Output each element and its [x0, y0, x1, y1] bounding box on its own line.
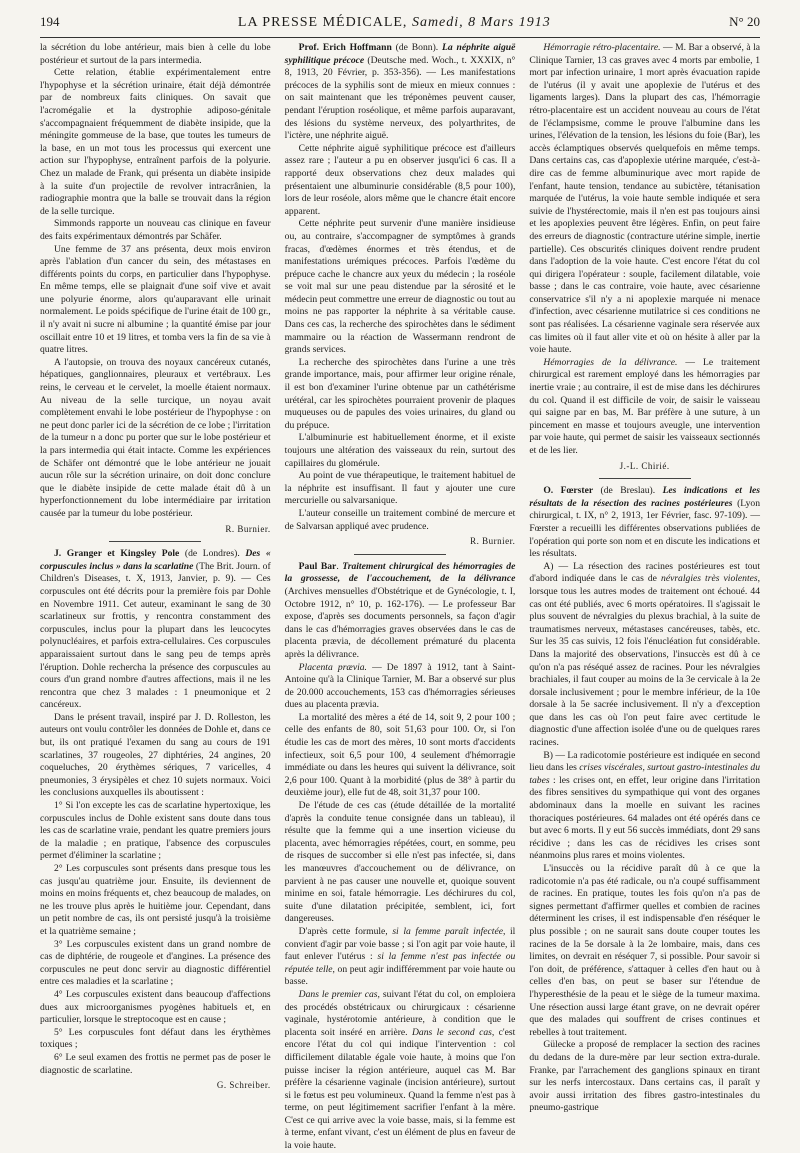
paragraph: De l'étude de ces cas (étude détaillée de la mortalité d'après la conduite tenue consignée dans un tableau), il résulte que la femme qui a une insertion vicieuse du placenta, avec hémorragies répétées, court, en somme, peu de risques de succomber si elle n'est pas infectée, si, dans les manœuvres d'accouchement ou de délivrance, on parvient à ne pas causer une nouvelle et, quoique souvent minime en soi, fatale hémorragie. Les déchirures du col, suite d'une dilatation précipitée, semblent, ici, fort dangereuses.	[284, 800, 516, 925]
article-intro	[285, 561, 516, 662]
article-title: La néphrite aiguë syphilitique précoce	[284, 42, 516, 66]
paragraph	[529, 357, 760, 458]
signature: J.-L. Chirié.	[619, 460, 670, 471]
paragraph	[529, 750, 760, 863]
article-reference: (Deutsche med. Woch., t. XXXIX, n° 8, 1913, 20 Février, p. 353-356). — Les manifestations précoces de la syphilis sont de mieux en mieux connues : on sait maintenant que les tréponèmes peuvent causer, pendant l'éruption roséolique, et même parfois auparavant, des lésions du système nerveux, des polyarthrites, de l'ictère, une néphrite aiguë.	[284, 54, 516, 142]
divider	[354, 554, 446, 555]
list-item: 5° Les corpuscules font défaut dans les érythèmes toxiques ;	[40, 1026, 271, 1051]
paragraph: Au point de vue thérapeutique, le traitement habituel de la néphrite est insuffisant. Il faut y ajouter une cure mercurielle ou salvarsanique.	[284, 470, 516, 507]
list-item: 1° Si l'on excepte les cas de scarlatine hypertoxique, les corpuscules inclus de Dohle existent sans doute dans tous les cas de scarlatine vraie, pendant les quatre premiers jours de la maladie ; en pratique, l'absence des corpuscules permet d'éliminer la scarlatine ;	[40, 800, 271, 862]
emphasis: si la femme paraît infectée	[392, 925, 503, 937]
paragraph: Cette néphrite peut survenir d'une manière insidieuse ou, au contraire, s'accompagner de symptômes à grands fracas, d'œdèmes énormes et très étendus, et de manifestations urémiques précoces. Parfois l'œdème du prépuce cache le chancre aux yeux du médecin ; la roséole se voit mal sur une peau distendue par la sérosité et le médecin peut commettre une erreur de diagnostic ou tout au moins ne pas rapporter la néphrite à sa véritable cause. Dans ces cas, la recherche des spirochètes dans le sédiment mammaire ou la réaction de Wassermann rendront de grands services.	[284, 218, 516, 356]
paragraph-text: — Le traitement chirurgical est rarement employé dans les hémorragies par inertie vraie ; au contraire, il est de mise dans les déchirures du col. Quand il est difficile de voir, de saisir le vaisseau qui saigne par en bas, M. Bar préfère à une suture, à un pincement en masse et toujours aveugle, une intervention par voie haute, qui permet de saisir les vaisseaux sectionnés et de les lier.	[529, 356, 761, 456]
paragraph: Cette néphrite aiguë syphilitique précoce est d'ailleurs assez rare ; l'auteur a pu en observer jusqu'ici 6 cas. Il a rapporté deux observations chez deux malades qui présentaient une albuminurie considérable (8,5 pour 100), lors de leur roséole, alors même que le chancre était encore apparent.	[284, 142, 516, 217]
text: , suivant l'état du col, on emploiera des procédés obstétricaux ou chirurgicaux : césarienne vaginale, hystérotomie antérieure, à condition que le placenta soit inséré en arrière.	[284, 988, 516, 1038]
paragraph: Cette relation, établie expérimentalement entre l'hypophyse et la sécrétion urinaire, était déjà démontrée par de nombreux faits cliniques. On savait que l'acromégalie et la dystrophie adiposo-génitale s'accompagnaient fréquemment de diabète insipide, que la méningite gommeuse de la base, que toutes les tumeurs de la base, en un mot tous les processus qui exercent une action sur l'hypophyse, entraînent parfois de la polyurie. Chez un malade de Frank, qui présenta un diabète insipide à la suite d'un projectile de revolver intracrânien, la radiographie montra que la balle se trouvait dans la région de la selle turcique.	[40, 67, 271, 217]
conclusions-list	[40, 800, 271, 1077]
paragraph	[285, 926, 516, 989]
page-header	[40, 14, 760, 36]
article-author: O. Fœrster	[543, 485, 594, 497]
journal-name: LA PRESSE MÉDICALE,	[237, 15, 408, 30]
paragraph: Gülecke a proposé de remplacer la section des racines du dedans de la dure-mère par leur section extra-durale. Franke, par l'arrachement des ganglions spinaux en tirant sur les nerfs intercostaux. Dans certains cas, il paraît y avoir aussi irritation des fibres gastro-intestinales du pneumo-gastrique	[529, 1039, 761, 1114]
column-2	[284, 42, 516, 1152]
divider	[599, 478, 691, 479]
article-separator: .	[336, 560, 343, 572]
header-rule	[40, 37, 760, 38]
article-title: Les indications et les résultats de la résection des racines postérieures	[529, 485, 760, 509]
paragraph	[529, 42, 760, 357]
emphasis: Dans le second cas	[411, 1026, 492, 1038]
article-location: (de Londres).	[179, 548, 246, 560]
text: , il convient d'agir par voie basse ; si l'on agit par voie haute, il faut enlever l'utérus :	[284, 925, 516, 963]
article-reference: (Lyon chirurgical, t. IX, n° 2, 1913, 1er Février, fasc. 97-109). — Fœrster a recueilli les différentes observations publiées de l'opération qui porte son nom et en discute les indications et les résultats.	[529, 497, 761, 560]
paragraph: La mortalité des mères a été de 14, soit 9, 2 pour 100 ; celle des enfants de 80, soit 51,63 pour 100. Or, si l'on étudie les cas de mort des mères, 10 sont morts d'accidents infectieux, soit 6,5 pour 100, 4 seulement d'hémorragie immédiate ou dans les heures qui suivent la délivrance, soit 2,6 pour 100. Quant à la morbidité (plus de 38° à partir du deuxième jour), elle fut de 48, soit 31,37 pour 100.	[284, 711, 516, 799]
article-title: Des « corpuscules inclus » dans la scarlatine	[40, 548, 271, 572]
section-title: Hémorragie rétro-placentaire.	[543, 42, 661, 53]
paragraph	[285, 662, 516, 712]
paragraph: A l'autopsie, on trouva des noyaux cancéreux cutanés, hépatiques, ganglionnaires, pleuraux et vertébraux. Les reins, le cerveau et le cervelet, la moelle étaient normaux. Au niveau de la selle turcique, un noyau avait complètement envahi le lobe postérieur de l'hypophyse : on ne peut donc parler ici de la sécrétion de ce lobe ; l'irritation de la tumeur n a donc pu porter que sur le lobe postérieur et la pars intermedia qui était intacte. Comme les expériences de Schäfer ont démontré que le lobe antérieur ne jouait aucun rôle sur la sécrétion urinaire, on doit donc conclure que le diabète insipide de cette malade était dû à un hyperfonctionnement du lobe intermédiaire par irritation causée par la tumeur du lobe postérieur.	[40, 356, 271, 519]
issue-number: N° 20	[729, 14, 760, 29]
list-item: 6° Le seul examen des frottis ne permet pas de poser le diagnostic de scarlatine.	[40, 1051, 271, 1076]
issue-date: Samedi, 8 Mars 1913	[411, 15, 551, 30]
paragraph: la sécrétion du lobe antérieur, mais bien à celle du lobe postérieur et surtout de la pars intermedia.	[40, 42, 271, 66]
emphasis: si la femme n'est pas infectée ou réputée telle	[284, 951, 516, 975]
text: D'après cette formule,	[298, 925, 393, 937]
article-reference: (Archives mensuelles d'Obstétrique et de Gynécologie, t. I, Octobre 1912, n° 10, p. 162-176). — Le professeur Bar expose, d'après ses documents personnels, sa façon d'agir dans le cas d'hémorragies graves observées dans le cas de placenta prævia, de décollement prématuré du placenta après la délivrance.	[284, 585, 516, 660]
signature: R. Burnier.	[225, 523, 271, 534]
article-reference: (The Brit. Journ. of Children's Diseases, t. X, 1913, Janvier, p. 9). — Ces corpuscules ont été décrits pour la première fois par Dohle en Novembre 1911. Cet auteur, examinant le sang de 30 scarlatineux sur frottis, y rencontra constamment des corpuscules, inclus pour la plupart dans les leucocytes polynucléaires, et parfois extra-cellulaires. Ces corpuscules apparaissaient surtout dans le sang peu de temps après l'éruption. Dohle rechercha la présence des corpuscules au cours d'un grand nombre d'autres affections, mais il ne les rencontra que chez 3 malades : 1 pneumonique et 2 cancéreux.	[40, 560, 271, 711]
signature: R. Burnier.	[470, 536, 516, 547]
list-item: 2° Les corpuscules sont présents dans presque tous les cas jusqu'au quatrième jour. Ensuite, ils deviennent de moins en moins fréquents et, chez beaucoup de malades, on ne les trouve plus après le huitième jour. Cependant, dans un petit nombre de cas, ils ont persisté jusqu'à la troisième et la quatrième semaine ;	[40, 863, 271, 937]
emphasis: crises viscérales, surtout gastro-intestinales du tabes	[529, 762, 761, 786]
section-title: Hémorragies de la délivrance.	[543, 356, 678, 368]
article-intro	[285, 42, 516, 143]
article-intro	[529, 485, 760, 561]
emphasis: Dans le premier cas	[298, 988, 378, 1000]
list-item: 4° Les corpuscules existent dans beaucoup d'affections dues aux microorganismes pyogènes habituels et, en particulier, lorsque le streptocoque est en cause ;	[40, 988, 271, 1026]
column-3	[529, 42, 761, 1114]
text: , c'est encore l'état du col qui indique l'intervention : col difficilement dilatable égale voie haute, à moins que l'on puisse inciser la région antérieure, auquel cas M. Bar préfère la césarienne vaginale (incision antérieure), surtout si le fœtus est peu volumineux. Quand la femme n'est pas à terme, on peut légitimement sacrifier l'enfant à la mère. C'est ce qui arrive avec la voie basse, mais, si la femme est à terme, enfant vivant, c'est un élément de plus en faveur de la voie haute.	[284, 1026, 516, 1152]
text: , on peut agir indifféremment par voie haute ou basse.	[284, 963, 516, 988]
section-title: Placenta prævia.	[298, 661, 367, 673]
article-author: Paul Bar	[298, 560, 337, 572]
paragraph	[285, 989, 516, 1153]
paragraph: L'auteur conseille un traitement combiné de mercure et de Salvarsan appliqué avec prudence.	[284, 507, 516, 532]
paragraph-text: — M. Bar a observé, à la Clinique Tarnier, 13 cas graves avec 4 morts par embolie, 1 mort par infection urinaire, 1 mort après évacuation rapide de l'utérus (il y avait une apoplexie de l'utérus et des ligaments larges). Dans la plupart des cas, l'hémorragie rétro-placentaire est un accident nouveau au cours de l'état de l'éclampsisme, comme le prouve l'albumine dans les urines, l'élévation de la tension, les lésions du foie (Bar), les accès éclamptiques observés quelquefois en même temps. Dans certains cas, cas d'apoplexie utérine marquée, c'est-à-dire cas de femme albuminurique avec mort rapide de l'enfant, haute tension, tendance au subictère, tétanisation marquée de l'utérus, la voie haute semble indiquée et sera suivie de l'hystérectomie, mais il n'en est pas toujours ainsi et les apoplexies peuvent être légères. Enfin, on peut faire des erreurs de diagnostic (contracture utérine simple, inertie partielle). Ces obscurités cliniques doivent rendre prudent dans l'adoption de la voie haute. C'est encore l'état du col qui dirigera l'opérateur : souple, facilement dilatable, voie basse ; dans le cas contraire, voie haute, avec césarienne conservatrice s'il n'y a ni apoplexie marquée ni menace d'infection, avec césarienne mutilatrice si ces conditions ne sont pas réalisées. La césarienne vaginale sera réservée aux cas limites où il faut aller vite et où on hésite à aller par la voie haute.	[529, 42, 761, 356]
paragraph: L'albuminurie est habituellement énorme, et il existe toujours une altération des vaisseaux du rein, surtout des capillaires du glomérule.	[284, 432, 516, 469]
signature: G. Schreiber.	[216, 1080, 271, 1091]
divider	[109, 541, 201, 542]
article-intro	[40, 548, 271, 712]
article-author: J. Granger et Kingsley Pole	[54, 548, 180, 560]
paragraph: L'insuccès ou la récidive paraît dû à ce que la radicotomie n'a pas été radicale, ou n'a coupé suffisamment de racines. En pratique, toutes les fois qu'on n'a pas de signes permettant d'affirmer quelles et combien de racines déterminent les crises, il est indispensable d'en réséquer le plus possible ; on ne saurait sans doute couper toutes les racines de la 5e dorsale à la 2e lombaire, mais, dans ces limites, on devrait en réséquer 7, si possible. Pour savoir si l'on doit, de préférence, s'attaquer à celles d'en haut ou à celles d'en bas, on peut se baser sur l'étendue de l'hyperesthésie de la peau et le siège de la tumeur maxima. Une résection aussi large étant grave, on ne devrait opérer que des malades qui souffrent de crises continues et rebelles à tout traitement.	[529, 863, 761, 1038]
paragraph: Dans le présent travail, inspiré par J. D. Rolleston, les auteurs ont voulu contrôler les données de Dohle et, dans ce but, ils ont pratiqué l'examen du sang au cours de 191 scarlatines, 37 rougeoles, 27 diphtéries, 24 angines, 20 coqueluches, 20 érythèmes sériques, 7 varicelles, 4 pneumonies, 3 érysipèles et chez 10 sujets normaux. Voici les conclusions auxquelles ils aboutissent :	[40, 711, 271, 799]
article-location: (de Breslau).	[593, 485, 663, 497]
article-title: Traitement chirurgical des hémorragies de la grossesse, de l'accouchement, de la délivrance	[284, 560, 516, 585]
paragraph	[529, 561, 760, 750]
paragraph: Simmonds rapporte un nouveau cas clinique en faveur des faits expérimentaux démontrés par Schäfer.	[40, 218, 271, 242]
paragraph: La recherche des spirochètes dans l'urine a une très grande importance, mais, pour affirmer leur origine rénale, il est bon d'examiner l'urine obtenue par un cathétérisme urétéral, car les spirochètes pourraient provenir de plaques muqueuses ou de papules des voies urinaires, du gland ou du prépuce.	[284, 356, 516, 431]
text: : les crises ont, en effet, leur origine dans l'irritation des fibres sensitives du sympathique qui vont des organes abdominaux dans la moelle en suivant les racines thoraciques postérieures. 64 malades ont été opérés dans ce but avec 6 morts. Il y eut 56 succès immédiats, dont 29 sans récidive ; dans les cas de récidives les crises sont néanmoins plus rares et moins violentes.	[529, 774, 761, 862]
paragraph-text: — De 1897 à 1912, tant à Saint-Antoine qu'à la Clinique Tarnier, M. Bar a observé sur plus de 20.000 accouchements, 153 cas d'hémorragies sérieuses dues au placenta prævia.	[284, 661, 516, 711]
article-author: Prof. Erich Hoffmann	[298, 42, 392, 53]
list-item: 3° Les corpuscules existent dans un grand nombre de cas de diphtérie, de rougeole et d'angines. La présence des corpuscules ne peut donc servir au diagnostic différentiel entre ces maladies et la scarlatine ;	[40, 938, 271, 988]
text-columns	[40, 42, 761, 1152]
running-title	[238, 15, 551, 31]
paragraph: Une femme de 37 ans présenta, deux mois environ après l'ablation d'un cancer du sein, des métastases en différents points du corps, en particulier dans l'hypophyse. En même temps, elle se plaignait d'une soif vive et avait une polyurie énorme, alors qu'auparavant elle urinait normalement. Le poids spécifique de l'urine était de 100 gr., il n'y avait ni sucre ni albumine ; la quantité émise par jour oscillait entre 10 et 19 litres, et tomba vers la fin de sa vie à quatre litres.	[40, 243, 271, 356]
column-1	[40, 42, 271, 1091]
text: , lorsque tous les autres modes de traitement ont échoué. 44 cas ont été publiés, avec 6 morts opératoires. Il s'agissait le plus souvent de névralgies du plexus brachial, à la suite de traumatismes nerveux, métastases cancéreuses, tabès, etc. Sur les 35 cas suivis, 12 fois l'énucléation fut considérable. Dans la majorité des observations, l'insuccès est dû à ce qu'on n'a pas réséqué assez de racines. Pour les névralgies brachiales, il faut couper au moins de la 3e cervicale à la 2e dorsale inclusivement ; pour le membre inférieur, de la 10e dorsale à la 5e sacrée inclusivement. Il n'y a d'exception que dans les cas où l'on peut faire avec certitude le diagnostic d'une affection isolée d'une ou de quelques rares racines.	[529, 573, 761, 749]
page-number: 194	[40, 14, 60, 29]
emphasis: névralgies très violentes	[661, 573, 758, 585]
text: B) — La radicotomie postérieure est indiquée en second lieu dans les	[529, 749, 761, 774]
article-location: (de Bonn).	[391, 42, 443, 53]
text: A) — La résection des racines postérieures est tout d'abord indiquée dans le cas de	[529, 560, 761, 585]
